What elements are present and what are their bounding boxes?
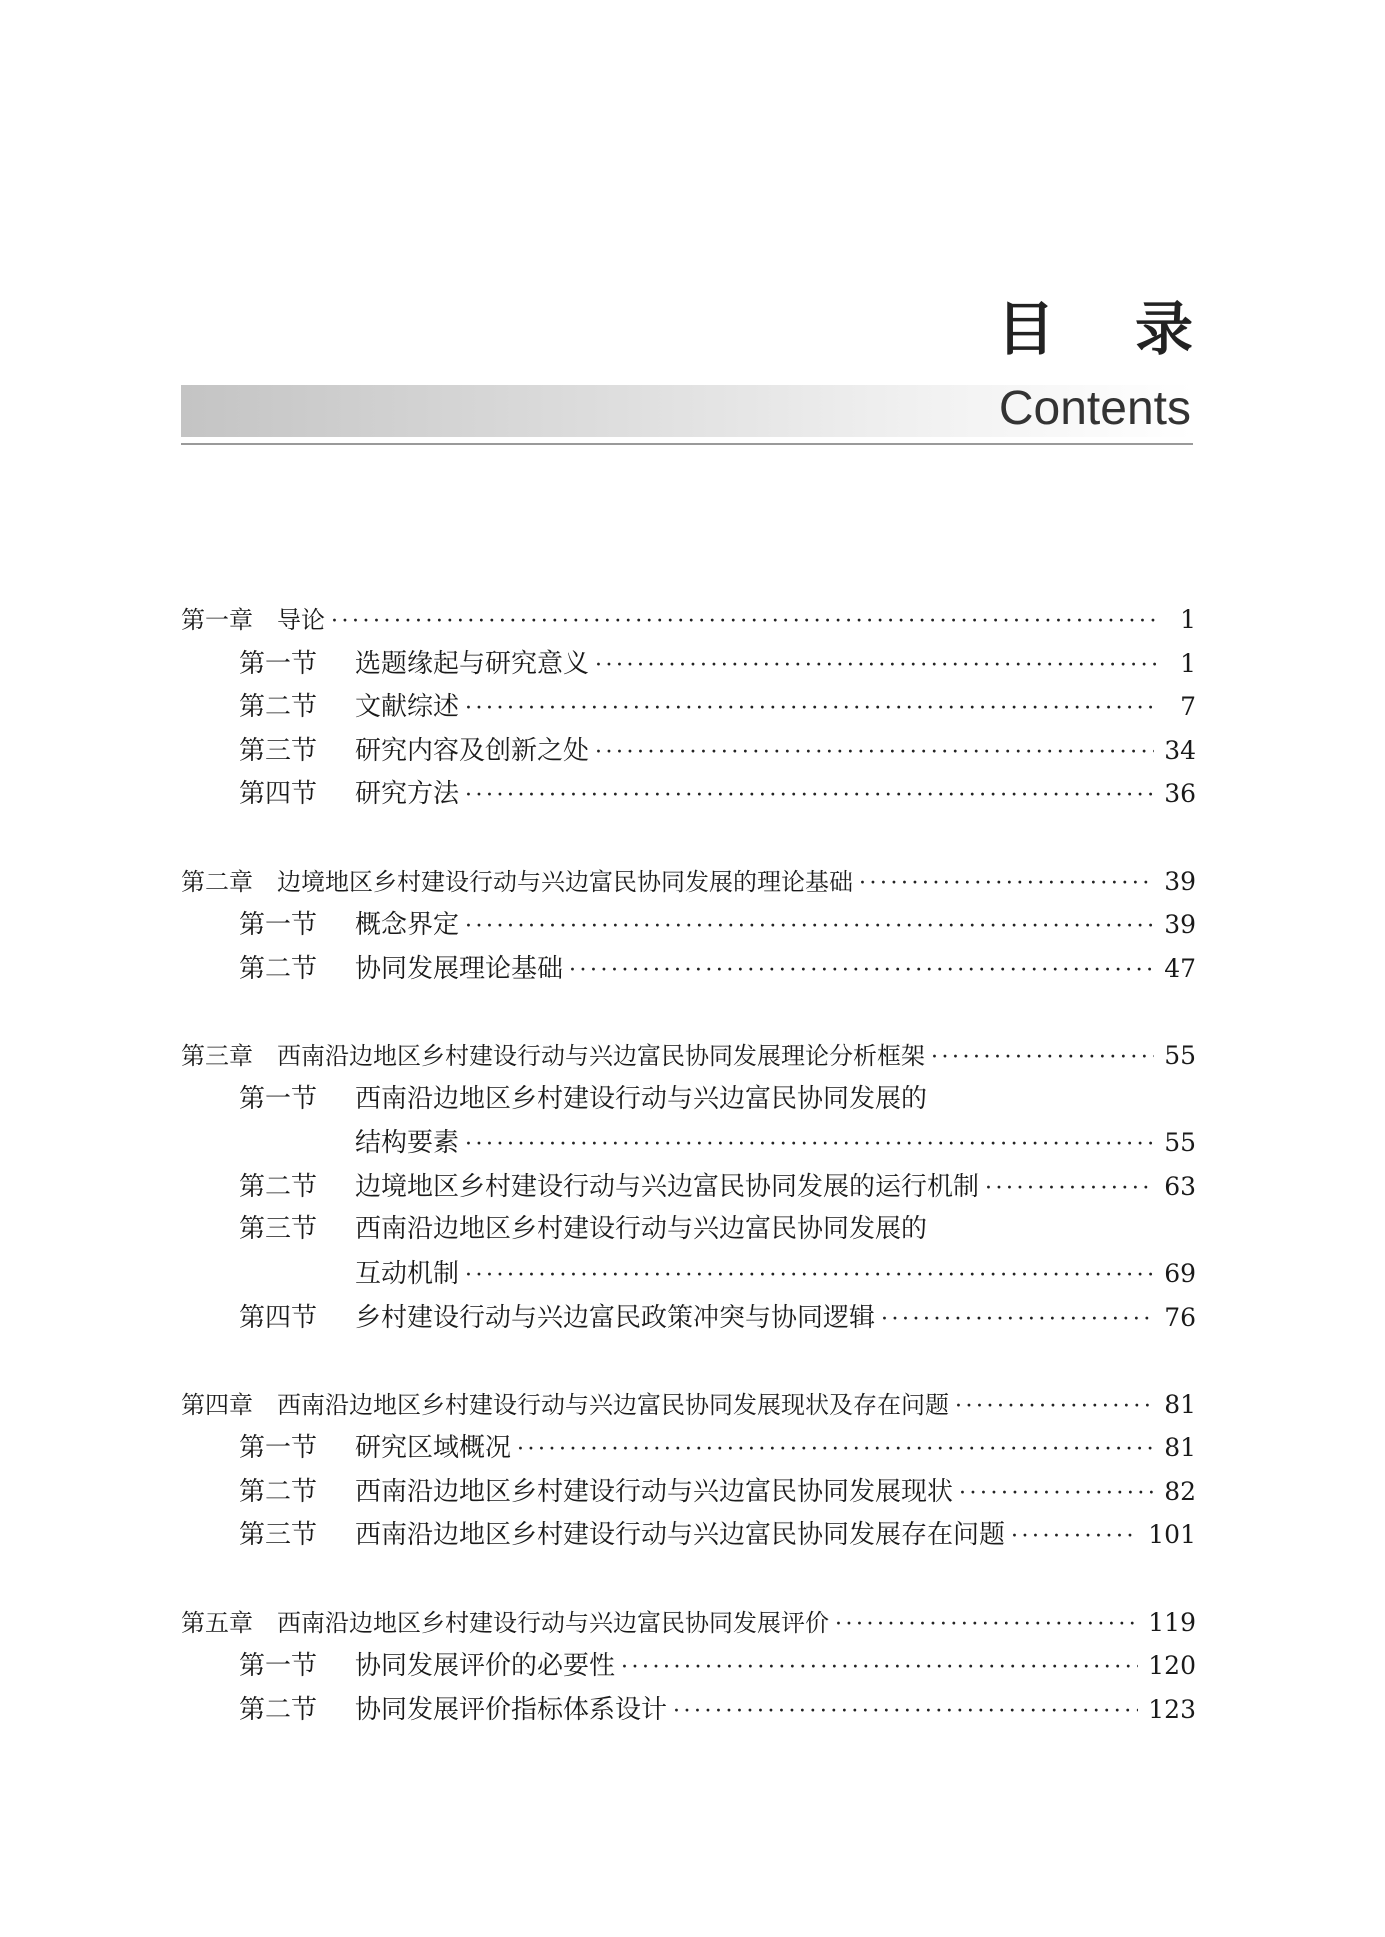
chapter-label: 第二章 [181,867,253,896]
toc-section[interactable] [181,685,1196,729]
leader-dots [569,949,1154,993]
page-number: 55 [1164,1040,1196,1070]
toc-section[interactable] [181,1296,1196,1340]
page-number: 69 [1164,1258,1196,1288]
chapter-label: 第三章 [181,1041,253,1070]
leader-dots [835,1603,1138,1647]
page-number: 120 [1148,1651,1196,1681]
leader-dots [465,774,1154,818]
leader-dots [465,687,1156,731]
leader-dots [955,1385,1154,1429]
section-title: 协同发展评价的必要性 [355,1651,616,1682]
toc-section[interactable] [181,1426,1196,1470]
section-title: 边境地区乡村建设行动与兴边富民协同发展的运行机制 [355,1171,980,1202]
page-number: 1 [1180,648,1196,678]
section-title: 西南沿边地区乡村建设行动与兴边富民协同发展的 [355,1214,928,1245]
section-label: 第三节 [239,1214,318,1245]
section-label: 第四节 [239,1302,318,1333]
page-number: 7 [1180,692,1196,722]
toc-section[interactable] [181,642,1196,686]
section-label: 第一节 [239,1651,318,1682]
page-number: 47 [1164,953,1196,983]
section-label: 第一节 [239,1083,318,1114]
chapter-title: 西南沿边地区乡村建设行动与兴边富民协同发展理论分析框架 [277,1041,925,1070]
section-title: 研究内容及创新之处 [355,735,590,766]
chapter-title: 西南沿边地区乡村建设行动与兴边富民协同发展评价 [277,1608,829,1637]
toc-section[interactable] [181,1208,1196,1252]
toc-section[interactable] [181,729,1196,773]
toc-chapter-3[interactable] [181,1034,1196,1078]
chapter-title: 西南沿边地区乡村建设行动与兴边富民协同发展现状及存在问题 [277,1390,949,1419]
page-subtitle: Contents [998,382,1191,435]
leader-dots [465,905,1154,949]
leader-dots [959,1472,1154,1516]
toc-chapter-2[interactable] [181,860,1196,904]
leader-dots [595,731,1154,775]
chapter-title: 导论 [277,606,325,634]
toc-chapter-4[interactable] [181,1383,1196,1427]
leader-dots [465,1254,1154,1298]
page-number: 119 [1148,1607,1196,1637]
toc-section-continuation[interactable] [181,1252,1196,1296]
leader-dots [931,1036,1154,1080]
section-title: 协同发展理论基础 [355,953,564,984]
page-number: 1 [1180,605,1196,634]
toc-section[interactable] [181,1165,1196,1209]
section-label: 第二节 [239,953,318,984]
chapter-label: 第五章 [181,1608,253,1637]
leader-dots [881,1298,1154,1342]
section-title: 西南沿边地区乡村建设行动与兴边富民协同发展现状 [355,1476,954,1507]
section-label: 第三节 [239,1520,318,1551]
chapter-title: 边境地区乡村建设行动与兴边富民协同发展的理论基础 [277,867,853,896]
leader-dots [859,862,1154,906]
leader-dots [1011,1515,1138,1559]
page-title: 目 录 [996,295,1223,363]
leader-dots [517,1428,1154,1472]
leader-dots [465,1123,1154,1167]
section-label: 第二节 [239,692,318,723]
toc-section[interactable] [181,1688,1196,1732]
section-label: 第一节 [239,910,318,941]
page-number: 34 [1164,735,1196,765]
page-number: 63 [1164,1171,1196,1201]
section-title: 概念界定 [355,910,460,941]
section-label: 第一节 [239,1433,318,1464]
leader-dots [673,1690,1138,1734]
section-label: 第四节 [239,779,318,810]
leader-dots [621,1646,1138,1690]
toc-section[interactable] [181,1470,1196,1514]
page-number: 81 [1164,1433,1196,1463]
chapter-label: 第一章 [181,606,253,634]
page-number: 39 [1164,866,1196,896]
section-label: 第二节 [239,1694,318,1725]
chapter-label: 第四章 [181,1390,253,1419]
toc-section[interactable] [181,947,1196,991]
section-title: 文献综述 [355,692,460,723]
section-label: 第二节 [239,1171,318,1202]
section-title-continued: 互动机制 [355,1258,460,1289]
section-title: 西南沿边地区乡村建设行动与兴边富民协同发展存在问题 [355,1520,1006,1551]
section-label: 第一节 [239,648,318,679]
table-of-contents [181,598,1196,1731]
header-rule [181,443,1193,445]
section-title: 选题缘起与研究意义 [355,648,590,679]
page-number: 55 [1164,1128,1196,1158]
page-number: 76 [1164,1302,1196,1332]
leader-dots [985,1167,1154,1211]
page-number: 123 [1148,1694,1196,1724]
page-number: 36 [1164,779,1196,809]
toc-section[interactable] [181,1513,1196,1557]
page-number: 39 [1164,910,1196,940]
section-title: 研究方法 [355,779,460,810]
toc-chapter-1[interactable] [181,598,1196,642]
section-title-continued: 结构要素 [355,1128,460,1159]
page-number: 82 [1164,1476,1196,1506]
section-title: 研究区域概况 [355,1433,512,1464]
leader-dots [331,600,1156,644]
toc-section[interactable] [181,772,1196,816]
section-title: 西南沿边地区乡村建设行动与兴边富民协同发展的 [355,1083,928,1114]
leader-dots [595,644,1156,688]
toc-section[interactable] [181,903,1196,947]
section-title: 乡村建设行动与兴边富民政策冲突与协同逻辑 [355,1302,876,1333]
section-label: 第三节 [239,735,318,766]
section-label: 第二节 [239,1476,318,1507]
toc-section[interactable] [181,1644,1196,1688]
toc-section-continuation[interactable] [181,1121,1196,1165]
section-title: 协同发展评价指标体系设计 [355,1694,668,1725]
toc-chapter-5[interactable] [181,1601,1196,1645]
page-number: 81 [1164,1389,1196,1419]
page-number: 101 [1148,1520,1196,1550]
toc-section[interactable] [181,1078,1196,1122]
